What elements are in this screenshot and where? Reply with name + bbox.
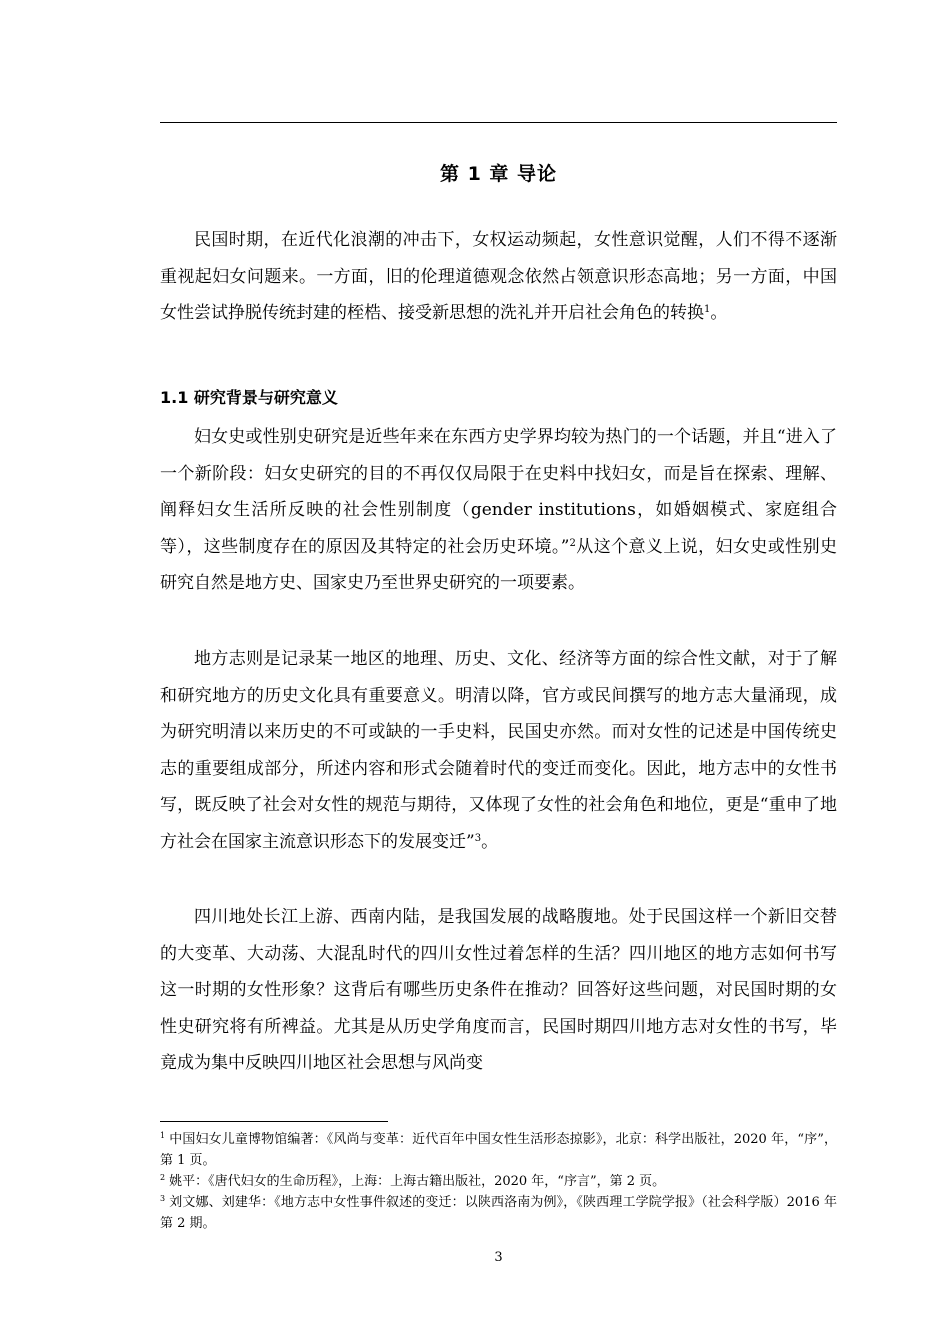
footnote-3 [160, 1192, 837, 1234]
footnote-separator [160, 1121, 388, 1122]
body-paragraph-1-tail: 从这个意义上说，妇女史或性别史研究自然是地方史、国家史乃至世界史研究的一项要素。 [160, 536, 837, 594]
footnote-ref-3[interactable]: 3 [474, 832, 482, 844]
footnote-number: 1 [160, 1131, 166, 1140]
intro-paragraph [160, 222, 837, 332]
body-paragraph-3-text: 四川地处长江上游、西南内陆，是我国发展的战略腹地。处于民国这样一个新旧交替的大变革、大动荡、大混乱时代的四川女性过着怎样的生活？四川地区的地方志如何书写这一时期的女性形象？这背后有哪些历史条件在推动？回答好这些问题，对民国时期的女性史研究将有所裨益。尤其是从历史学角度而言，民国时期四川地方志对女性的书写，毕竟成为集中反映四川地区社会思想与风尚变 [160, 907, 837, 1074]
body-paragraph-2-text: 地方志则是记录某一地区的地理、历史、文化、经济等方面的综合性文献，对于了解和研究地方的历史文化具有重要意义。明清以降，官方或民间撰写的地方志大量涌现，成为研究明清以来历史的不可或缺的一手史料，民国史亦然。而对女性的记述是中国传统史志的重要组成部分，所述内容和形式会随着时代的变迁而变化。因此，地方志中的女性书写，既反映了社会对女性的规范与期待，又体现了女性的社会角色和地位，更是“重申了地方社会在国家主流意识形态下的发展变迁” [160, 649, 837, 852]
page-number: 3 [494, 1250, 503, 1265]
footnote-number: 3 [160, 1194, 166, 1203]
footnote-2 [160, 1171, 837, 1192]
header-rule [160, 122, 837, 123]
footnote-ref-2[interactable]: 2 [569, 537, 576, 549]
footnotes [160, 1129, 837, 1234]
body-paragraph-1-text: 妇女史或性别史研究是近些年来在东西方史学界均较为热门的一个话题，并且“进入了一个新阶段：妇女史研究的目的不再仅仅局限于在史料中找妇女，而是旨在探索、理解、阐释妇女生活所反映的社会性别制度（gender institutions，如婚姻模式、家庭组合等），这些制度存在的原因及其特定的社会历史环境。” [160, 427, 837, 557]
footnote-number: 2 [160, 1173, 166, 1182]
footnote-1 [160, 1129, 837, 1171]
body-paragraph-1 [160, 419, 837, 602]
body-paragraph-2-tail: 。 [481, 831, 499, 852]
body-paragraph-3 [160, 899, 837, 1082]
body-paragraph-2 [160, 641, 837, 861]
footnote-text: 中国妇女儿童博物馆编著：《风尚与变革：近代百年中国女性生活形态掠影》，北京：科学出版社，2020 年，“序”，第 1 页。 [160, 1132, 837, 1168]
footnote-text: 姚平：《唐代妇女的生命历程》，上海：上海古籍出版社，2020 年，“序言”，第 2 页。 [169, 1174, 666, 1189]
footnote-text: 刘文娜、刘建华：《地方志中女性事件叙述的变迁：以陕西洛南为例》，《陕西理工学院学报》（社会科学版）2016 年第 2 期。 [160, 1195, 837, 1231]
intro-paragraph-tail: 。 [710, 303, 728, 324]
footnote-ref-1[interactable]: 1 [704, 304, 711, 316]
intro-paragraph-text: 民国时期，在近代化浪潮的冲击下，女权运动频起，女性意识觉醒，人们不得不逐渐重视起妇女问题来。一方面，旧的伦理道德观念依然占领意识形态高地；另一方面，中国女性尝试挣脱传统封建的桎梏、接受新思想的洗礼并开启社会角色的转换 [160, 230, 837, 324]
chapter-title: 第 1 章 导论 [439, 163, 558, 185]
section-heading-1-1: 1.1 研究背景与研究意义 [160, 388, 338, 407]
